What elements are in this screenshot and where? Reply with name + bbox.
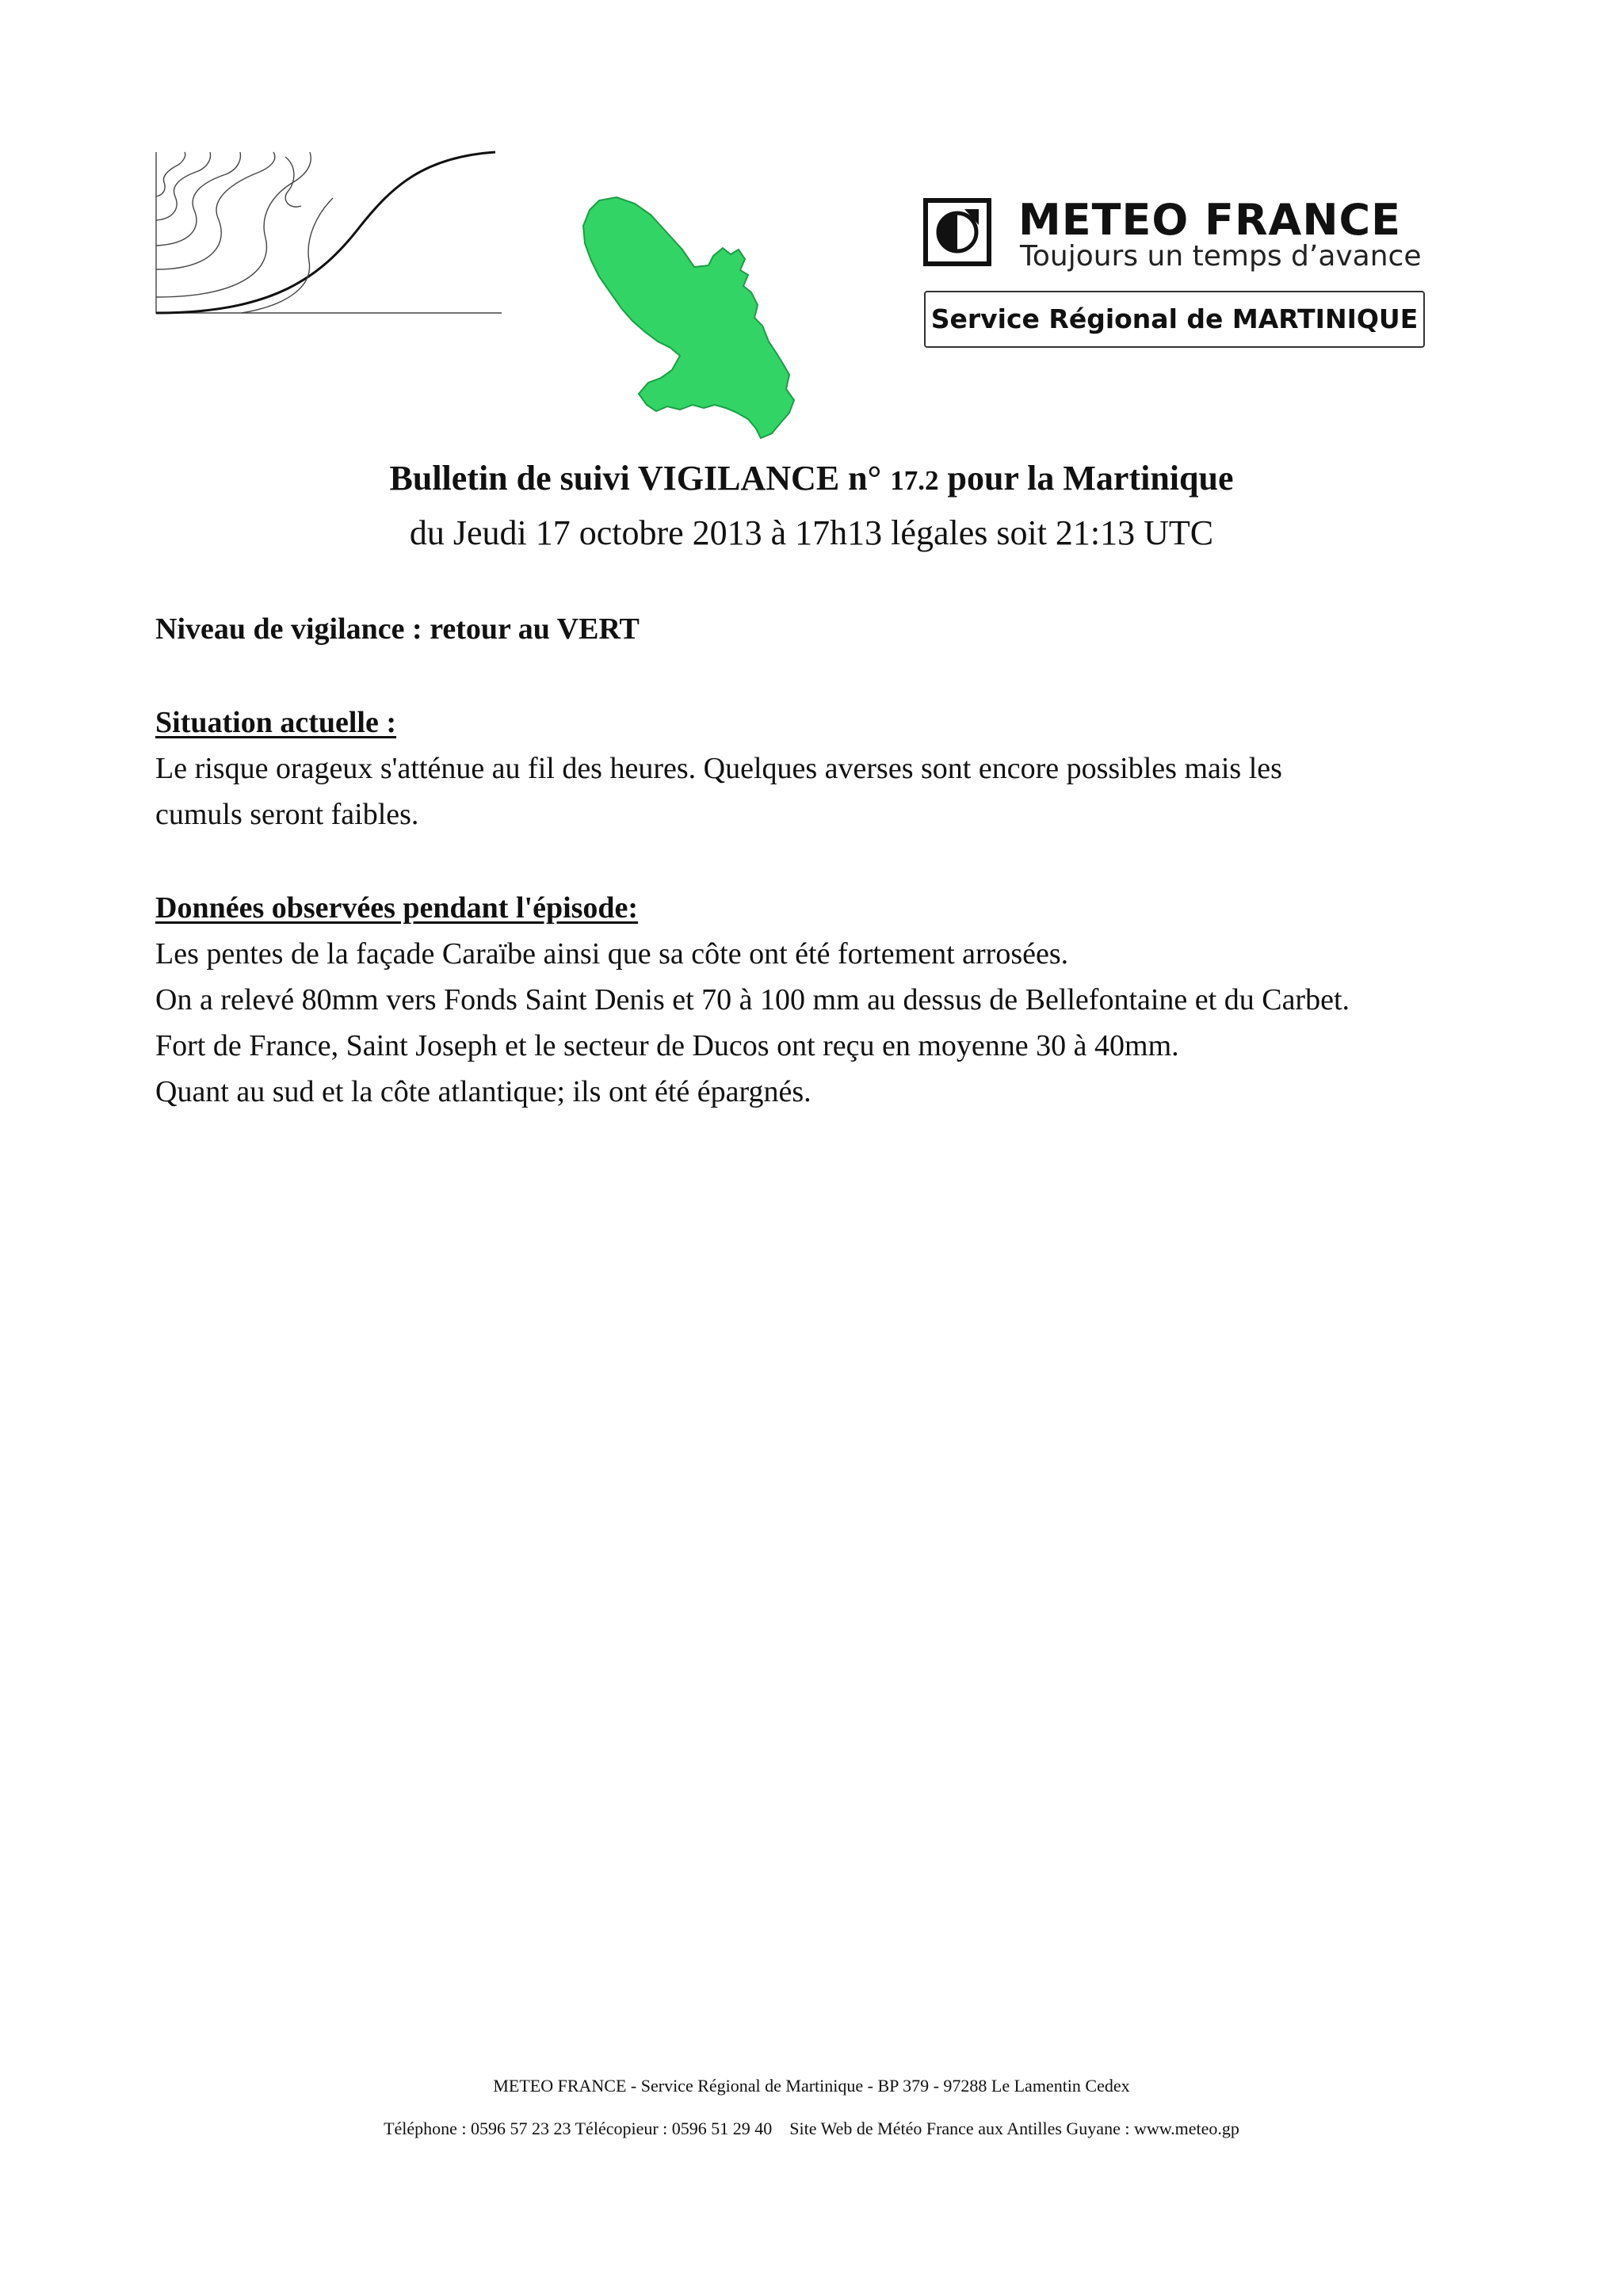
service-label: Service Régional de MARTINIQUE bbox=[924, 291, 1425, 348]
vigilance-level: Niveau de vigilance : retour au VERT bbox=[155, 612, 640, 646]
meteo-france-emblem-icon bbox=[923, 198, 991, 266]
title-prefix: Bulletin de suivi VIGILANCE n° bbox=[389, 459, 882, 498]
martinique-island-shape bbox=[583, 197, 794, 438]
bulletin-title bbox=[0, 456, 1623, 503]
observed-line: Fort de France, Saint Joseph et le secteur de Ducos ont reçu en moyenne 30 à 40mm. bbox=[155, 1029, 1179, 1062]
bulletin-date: du Jeudi 17 octobre 2013 à 17h13 légales soit 21:13 UTC bbox=[409, 513, 1214, 552]
brand-name: METEO FRANCE bbox=[1018, 195, 1402, 245]
contour-lines-logo bbox=[155, 151, 503, 317]
situation-heading: Situation actuelle : bbox=[155, 706, 396, 739]
situation-line: cumuls seront faibles. bbox=[155, 798, 419, 831]
brand-tagline: Toujours un temps d’avance bbox=[1020, 240, 1422, 273]
footer-contact: Téléphone : 0596 57 23 23 Télécopieur : 0596 51 29 40 Site Web de Météo France aux Antilles Guyane : www.meteo.gp bbox=[384, 2119, 1239, 2138]
observed-line: On a relevé 80mm vers Fonds Saint Denis et 70 à 100 mm au dessus de Bellefontaine et du Carbet. bbox=[155, 983, 1350, 1016]
observed-line: Les pentes de la façade Caraïbe ainsi que sa côte ont été fortement arrosées. bbox=[155, 937, 1069, 971]
meteo-france-logo bbox=[923, 196, 1430, 274]
title-suffix: pour la Martinique bbox=[947, 459, 1234, 498]
situation-line: Le risque orageux s'atténue au fil des heures. Quelques averses sont encore possibles mais les bbox=[155, 752, 1282, 785]
observed-line: Quant au sud et la côte atlantique; ils ont été épargnés. bbox=[155, 1075, 812, 1108]
footer-address: METEO FRANCE - Service Régional de Martinique - BP 379 - 97288 Le Lamentin Cedex bbox=[493, 2076, 1130, 2096]
observed-heading: Données observées pendant l'épisode: bbox=[155, 891, 639, 925]
martinique-map bbox=[575, 194, 841, 444]
bulletin-number: 17.2 bbox=[890, 465, 939, 496]
